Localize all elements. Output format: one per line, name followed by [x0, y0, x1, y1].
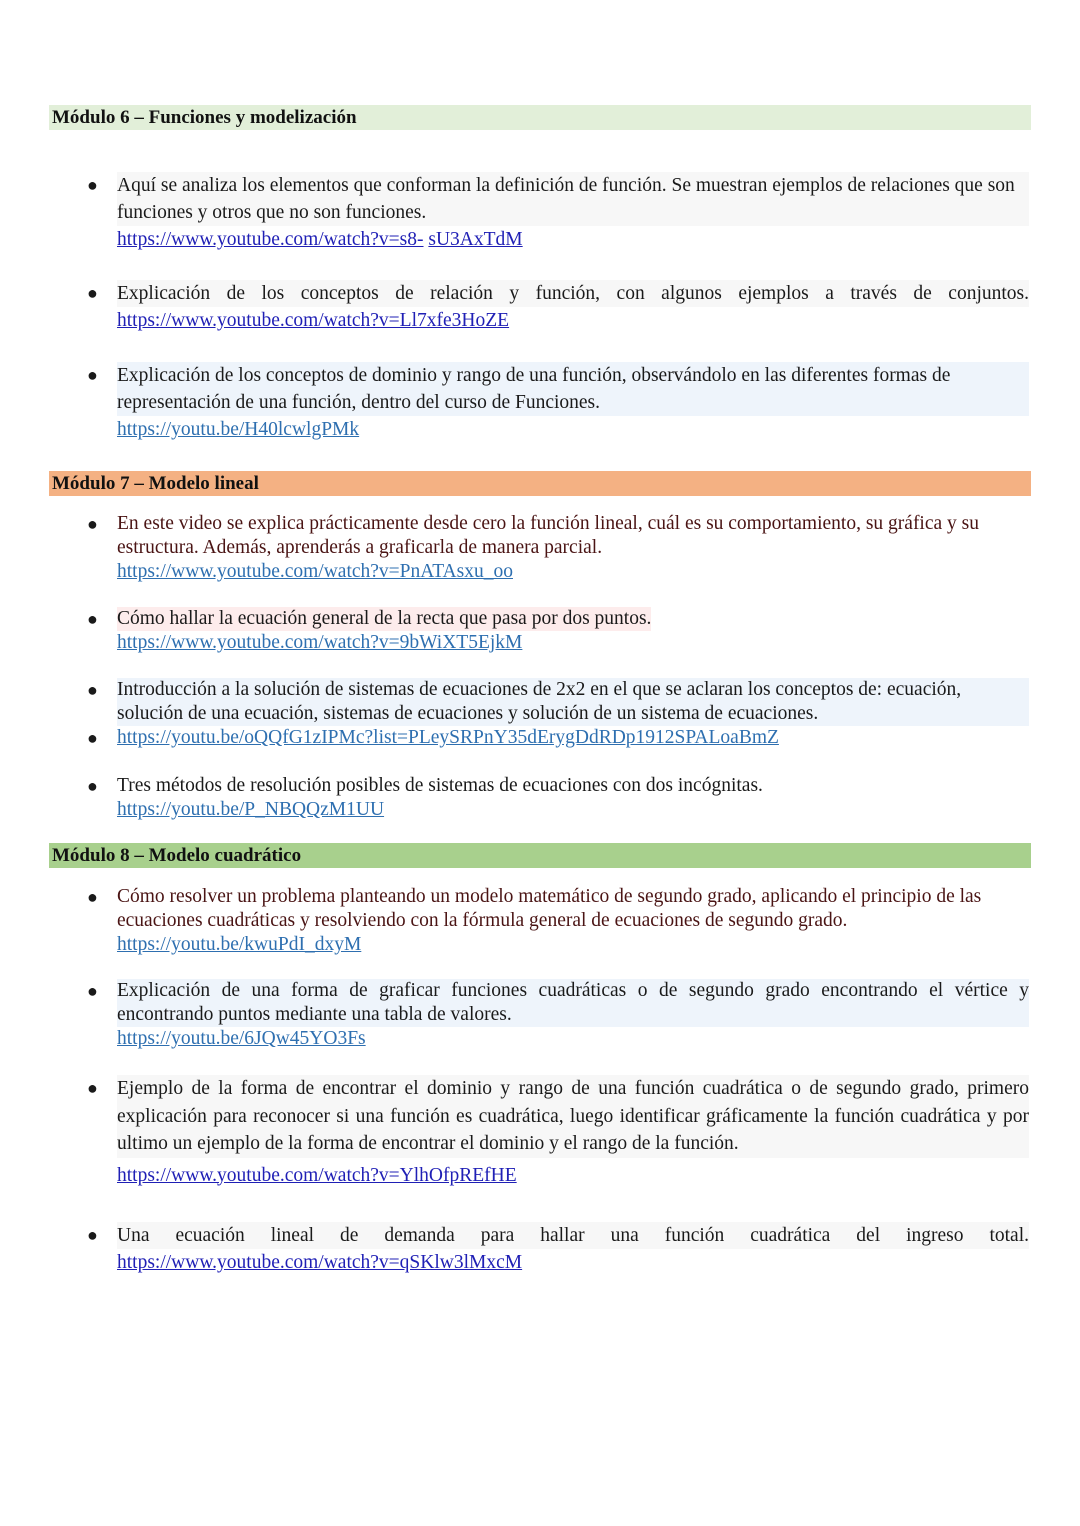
bullet-icon: ●: [87, 365, 98, 385]
video-link[interactable]: https://youtu.be/P_NBQQzM1UU: [117, 799, 385, 820]
list-item: [87, 362, 1029, 443]
item-text: Cómo hallar la ecuación general de la recta que pasa por dos puntos.: [117, 608, 652, 629]
video-link[interactable]: https://www.youtube.com/watch?v=PnATAsxu_oo: [117, 561, 513, 582]
list-item: [87, 1075, 1029, 1189]
video-link[interactable]: sU3AxTdM: [428, 229, 523, 250]
module-7-header: [49, 471, 1031, 496]
item-text: Ejemplo de la forma de encontrar el dominio y rango de una función cuadrática o de segundo grado, primero explicación para reconocer si una función es cuadrática, luego identificar gráficamente la función cuadrática y por ultimo un ejemplo de la forma de encontrar el dominio y el rango de la función.: [117, 1075, 1029, 1158]
item-text: Aquí se analiza los elementos que conforman la definición de función. Se muestran ejemplos de relaciones que son funciones y otros que no son funciones.: [117, 172, 1029, 226]
bullet-icon: ●: [87, 1225, 98, 1245]
video-link[interactable]: https://www.youtube.com/watch?v=Ll7xfe3HoZE: [117, 310, 510, 331]
module-8-header: [49, 843, 1031, 868]
module-title: Módulo 6 – Funciones y modelización: [52, 107, 357, 128]
module-title: Módulo 8 – Modelo cuadrático: [52, 845, 302, 866]
item-text: Explicación de los conceptos de relación y función, con algunos ejemplos a través de conjuntos.: [117, 280, 1029, 307]
video-link[interactable]: https://www.youtube.com/watch?v=YlhOfpREfHE: [117, 1164, 517, 1186]
list-item: [87, 607, 1029, 655]
list-item: [87, 885, 1029, 957]
bullet-icon: ●: [87, 609, 98, 629]
list-item: [87, 774, 1029, 822]
video-link[interactable]: https://youtu.be/oQQfG1zIPMc?list=PLeySRPnY35dErygDdRDp1912SPALoaBmZ: [117, 727, 779, 748]
bullet-icon: ●: [87, 776, 98, 796]
module-6-header: [49, 105, 1031, 130]
video-link[interactable]: https://www.youtube.com/watch?v=s8-: [117, 229, 424, 250]
list-item: [87, 979, 1029, 1051]
list-item: [87, 1222, 1029, 1276]
bullet-icon: ●: [87, 514, 98, 534]
item-text: Introducción a la solución de sistemas de ecuaciones de 2x2 en el que se aclaran los conceptos de: ecuación, solución de una ecuación, sistemas de ecuaciones y solución de un sistema de ecuaciones.: [117, 678, 1029, 726]
item-text: En este video se explica prácticamente desde cero la función lineal, cuál es su comportamiento, su gráfica y su estructura. Además, aprenderás a graficarla de manera parcial.: [117, 513, 979, 558]
list-item: [87, 172, 1029, 253]
bullet-icon: ●: [87, 175, 98, 195]
video-link[interactable]: https://youtu.be/kwuPdI_dxyM: [117, 934, 362, 955]
item-text: Explicación de los conceptos de dominio y rango de una función, observándolo en las diferentes formas de representación de una función, dentro del curso de Funciones.: [117, 362, 1029, 416]
item-text: Cómo resolver un problema planteando un modelo matemático de segundo grado, aplicando el principio de las ecuaciones cuadráticas y resolviendo con la fórmula general de ecuaciones de segundo grado.: [117, 886, 982, 931]
module-title: Módulo 7 – Modelo lineal: [52, 473, 259, 494]
list-item: [87, 678, 1029, 750]
bullet-icon: ●: [87, 887, 98, 907]
bullet-icon: ●: [87, 981, 98, 1001]
list-item: [87, 280, 1029, 334]
bullet-icon: ●: [87, 728, 98, 748]
bullet-icon: ●: [87, 1078, 98, 1098]
video-link[interactable]: https://youtu.be/6JQw45YO3Fs: [117, 1028, 366, 1049]
item-text: Una ecuación lineal de demanda para hallar una función cuadrática del ingreso total.: [117, 1222, 1029, 1249]
bullet-icon: ●: [87, 680, 98, 700]
video-link[interactable]: https://www.youtube.com/watch?v=9bWiXT5EjkM: [117, 632, 523, 653]
list-item: [87, 512, 1029, 584]
video-link[interactable]: https://www.youtube.com/watch?v=qSKlw3lMxcM: [117, 1252, 523, 1273]
bullet-icon: ●: [87, 283, 98, 303]
item-text: Explicación de una forma de graficar funciones cuadráticas o de segundo grado encontrando el vértice y encontrando puntos mediante una tabla de valores.: [117, 980, 1029, 1025]
video-link[interactable]: https://youtu.be/H40lcwlgPMk: [117, 419, 360, 440]
item-text: Tres métodos de resolución posibles de sistemas de ecuaciones con dos incógnitas.: [117, 775, 763, 796]
